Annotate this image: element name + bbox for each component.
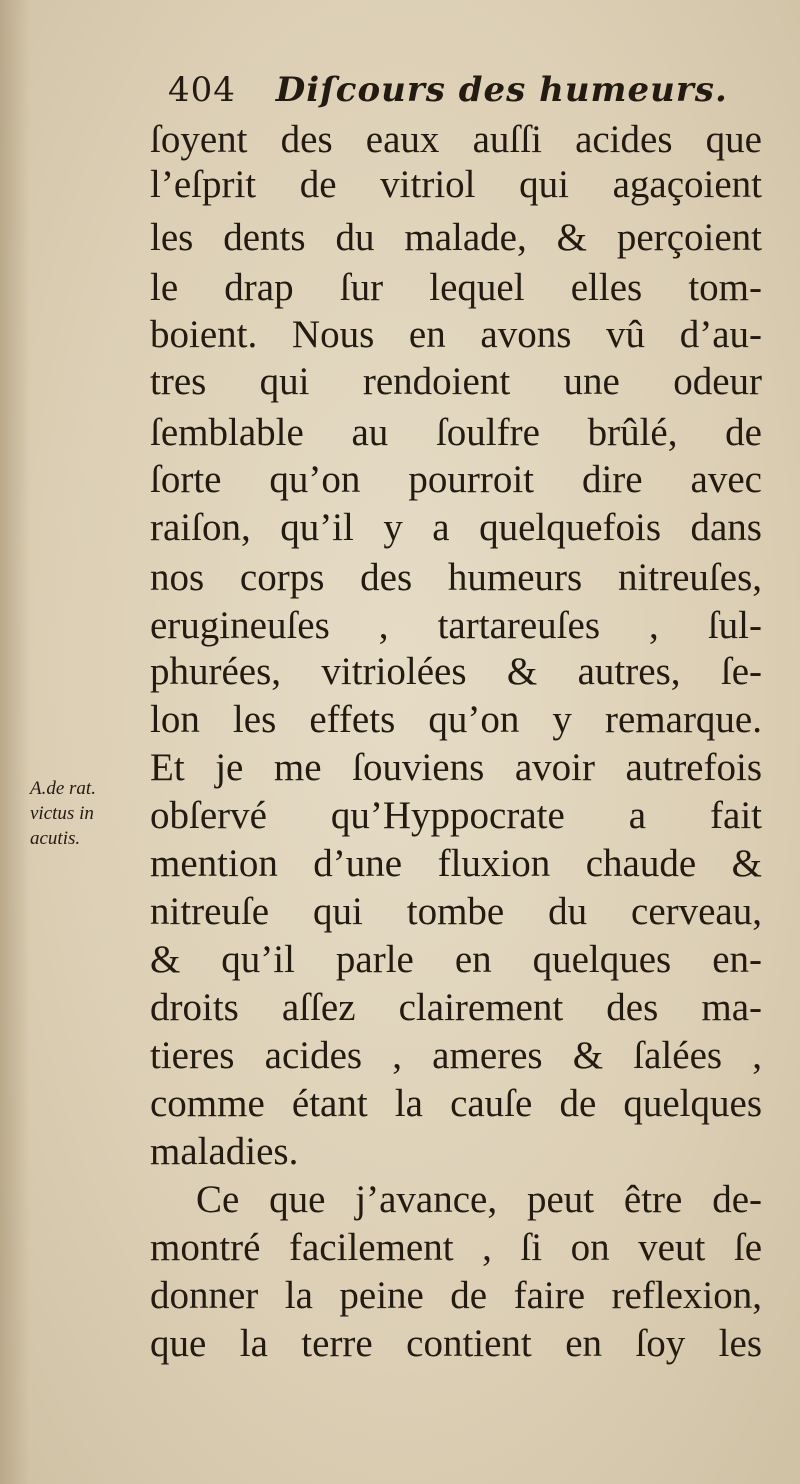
text-line: nos corps des humeurs nitreuſes, [150,556,762,599]
text-line: ſemblable au ſoulfre brûlé, de [150,411,762,454]
text-line: ſoyent des eaux auſſi acides que [150,118,762,161]
text-line: tres qui rendoient une odeur [150,360,762,403]
text-line: nitreuſe qui tombe du cerveau, [150,890,762,933]
text-line: comme étant la cauſe de quelques [150,1082,762,1125]
margin-note-line: acutis. [30,828,81,849]
page-number: 404 [168,70,236,110]
text-line: mention d’une fluxion chaude & [150,842,762,885]
text-line: erugineuſes , tartareuſes , ſul- [150,604,762,647]
text-line: boient. Nous en avons vû d’au- [150,313,762,356]
text-line: droits aſſez clairement des ma- [150,986,762,1029]
text-line: l’eſprit de vitriol qui agaçoient [150,163,762,206]
text-line: montré facilement , ſi on veut ſe [150,1226,762,1269]
running-title: Diſcours des humeurs. [275,70,728,110]
text-line: lon les effets qu’on y remarque. [150,698,762,741]
text-line: que la terre contient en ſoy les [150,1322,762,1365]
text-line-paragraph-start: Ce que j’avance, peut être de- [196,1178,762,1221]
text-line: Et je me ſouviens avoir autrefois [150,746,762,789]
text-line: maladies. [150,1130,299,1173]
text-line: les dents du malade, & perçoient [150,216,762,259]
text-line: & qu’il parle en quelques en- [150,938,762,981]
page-gutter-shadow [0,0,30,1484]
margin-note-line: victus in [30,803,94,824]
text-line: tieres acides , ameres & ſalées , [150,1034,762,1077]
text-line: phurées, vitriolées & autres, ſe- [150,650,762,693]
text-line: ſorte qu’on pourroit dire avec [150,458,762,501]
text-line: raiſon, qu’il y a quelquefois dans [150,506,762,549]
margin-note-line: A.de rat. [30,778,96,799]
running-header [168,70,728,110]
text-line: le drap ſur lequel elles tom- [150,266,762,309]
text-line: donner la peine de faire reflexion, [150,1274,762,1317]
text-line: obſervé qu’Hyppocrate a fait [150,794,762,837]
